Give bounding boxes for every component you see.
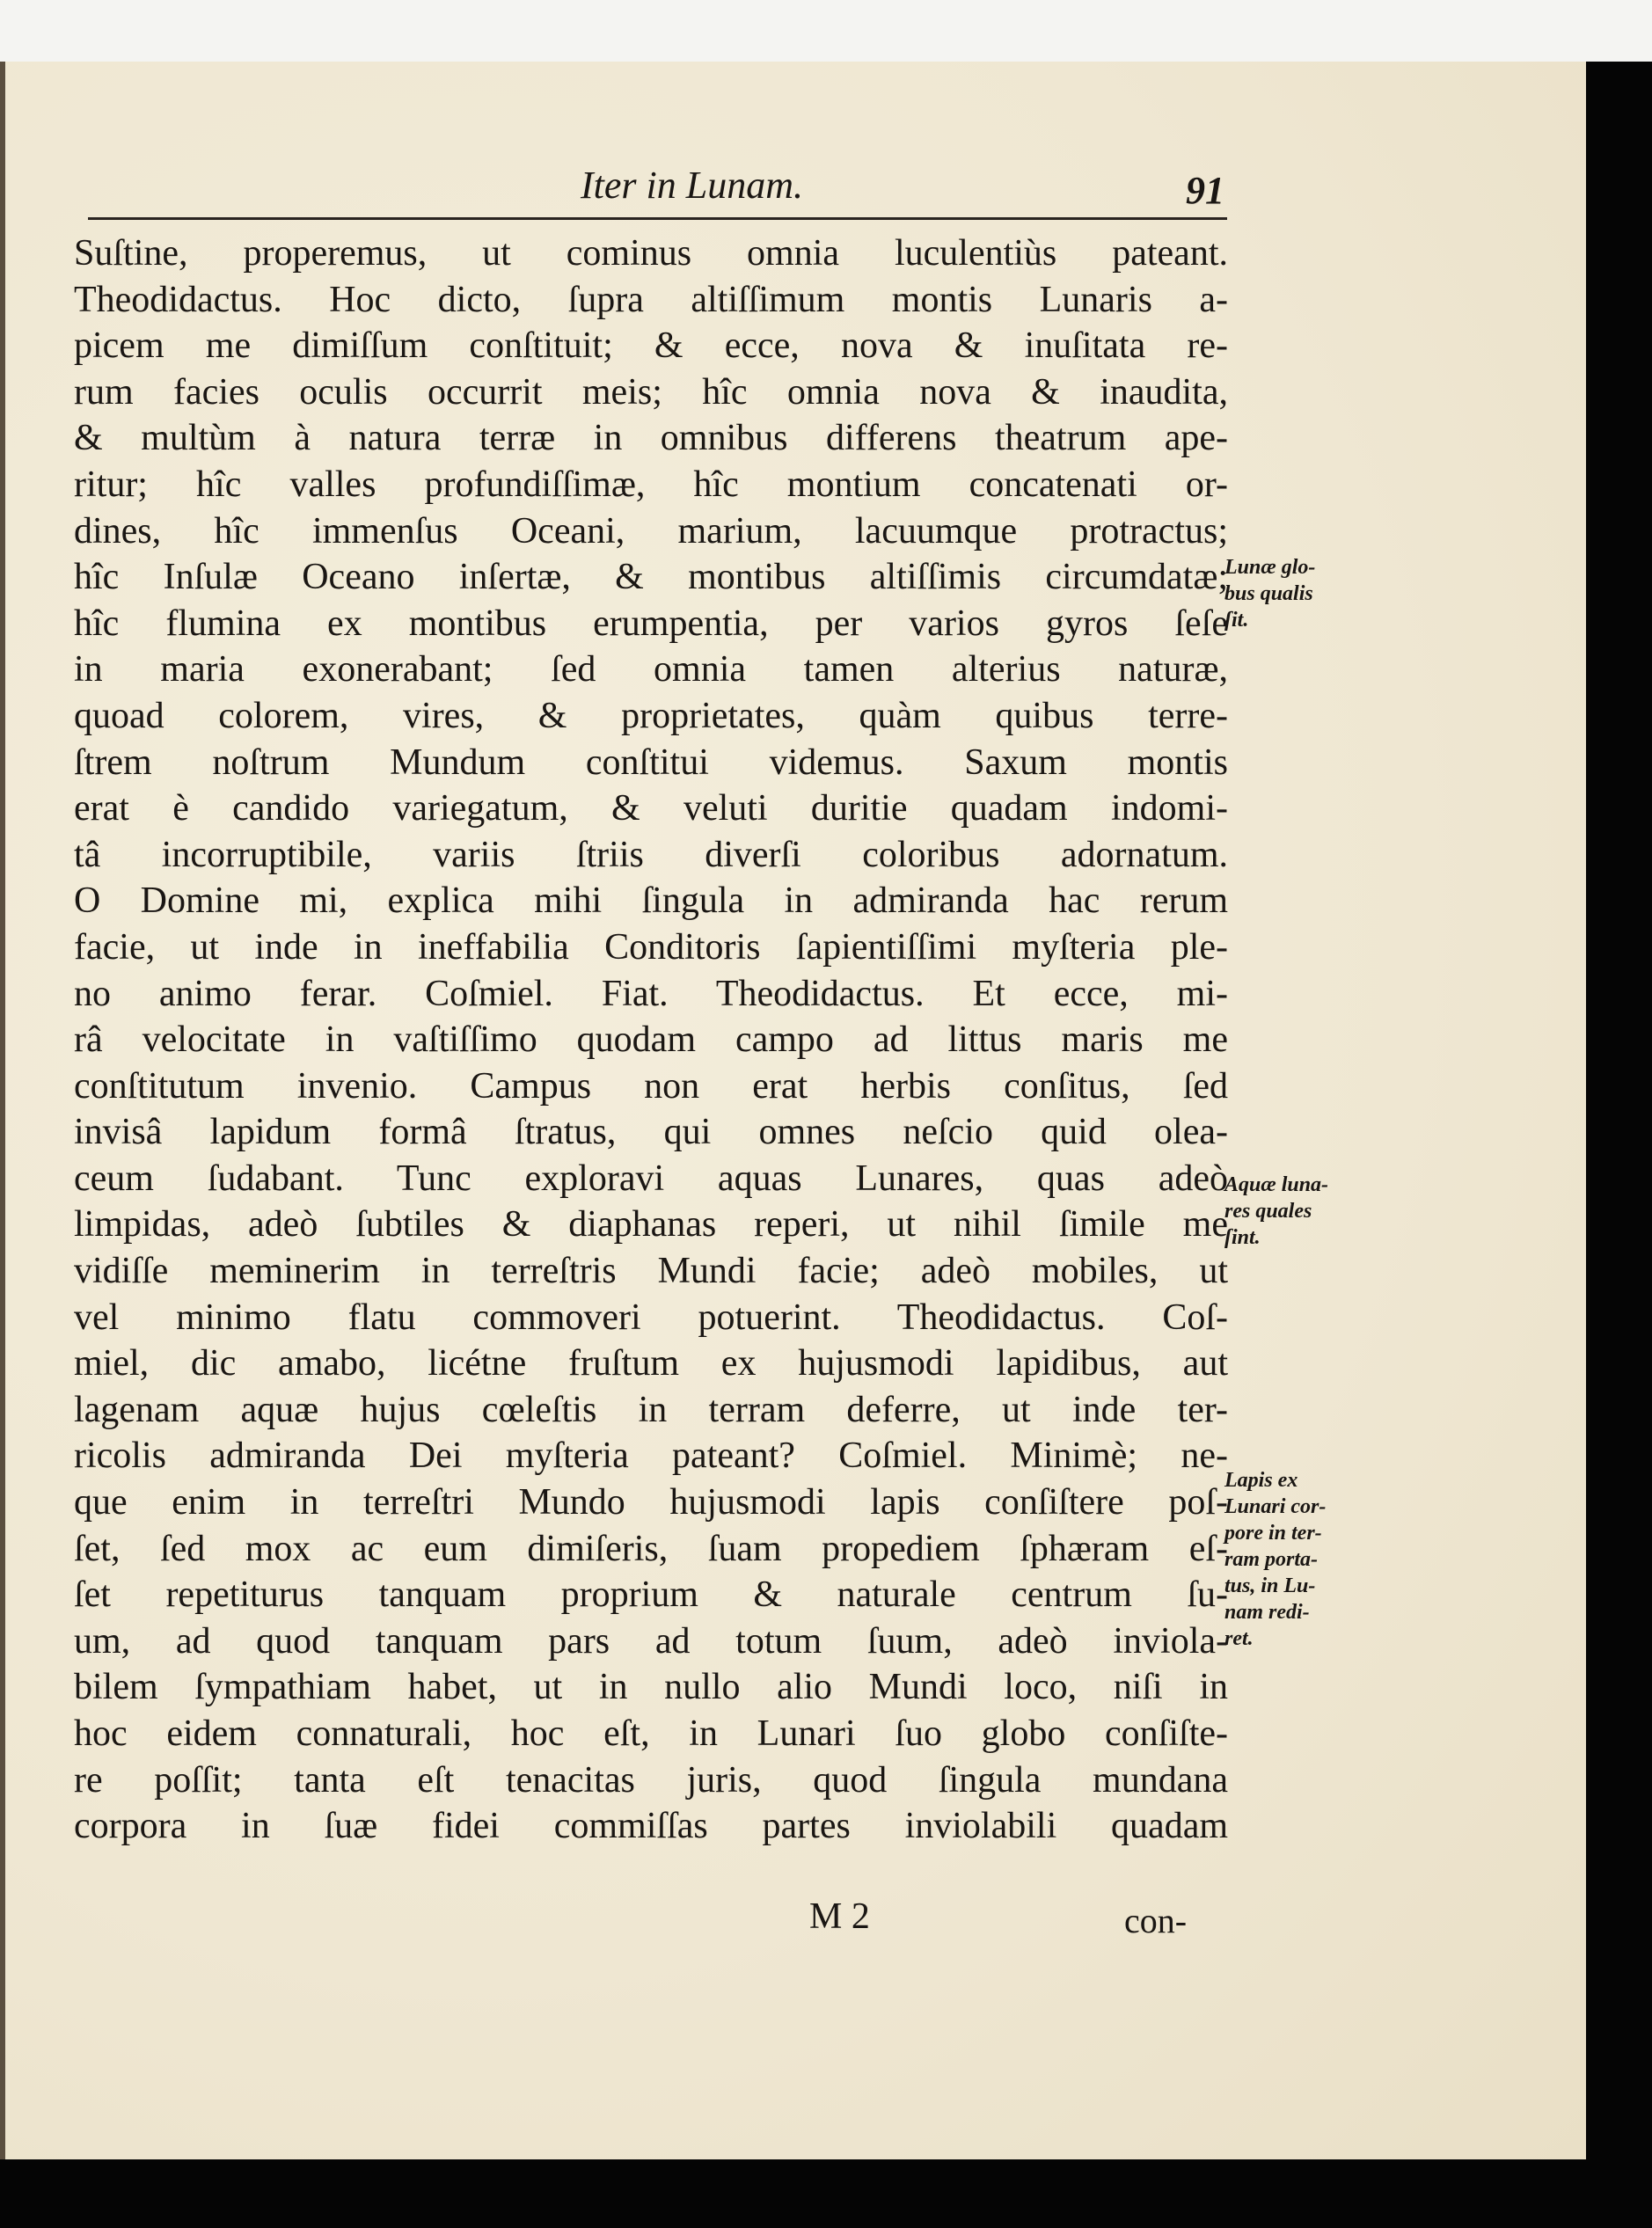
text-line: in maria exonerabant; ſed omnia tamen alterius naturæ,	[74, 649, 1228, 690]
text-line: corpora in ſuæ fidei commiſſas partes inviolabili quadam	[74, 1806, 1228, 1847]
text-line: um, ad quod tanquam pars ad totum ſuum, adeò inviola-	[74, 1620, 1228, 1662]
margin-note-lunar-stone	[1224, 1467, 1374, 1652]
text-line: Theodidactus. Hoc dicto, ſupra altiſſimum montis Lunaris a-	[74, 279, 1228, 320]
margin-note-lunar-waters	[1224, 1172, 1374, 1251]
page-gutter-edge	[0, 62, 5, 2159]
text-line: & multùm à natura terræ in omnibus differens theatrum ape-	[74, 418, 1228, 459]
catchword: con-	[1124, 1901, 1188, 1940]
text-line: rum facies oculis occurrit meis; hîc omnia nova & inaudita,	[74, 371, 1228, 413]
text-line: ceum ſudabant. Tunc exploravi aquas Lunares, quas adeò	[74, 1158, 1228, 1199]
text-line: vel minimo flatu commoveri potuerint. Theodidactus. Coſ-	[74, 1297, 1228, 1338]
text-line: Suſtine, properemus, ut cominus omnia luculentiùs pateant.	[74, 233, 1228, 274]
margin-note-line: ſint.	[1224, 1226, 1261, 1249]
text-line: picem me dimiſſum conſtituit; & ecce, nova & inuſitata re-	[74, 325, 1228, 367]
text-line: hîc flumina ex montibus erumpentia, per varios gyros ſeſe	[74, 603, 1228, 644]
running-title: Iter in Lunam.	[581, 164, 803, 207]
text-line: facie, ut inde in ineffabilia Conditoris ſapientiſſimi myſteria ple-	[74, 926, 1228, 968]
text-line: miel, dic amabo, licétne fruſtum ex hujusmodi lapidibus, aut	[74, 1343, 1228, 1384]
margin-note-line: pore in ter-	[1224, 1522, 1322, 1545]
margin-note-line: nam redi-	[1224, 1601, 1310, 1624]
text-line: re poſſit; tanta eſt tenacitas juris, quod ſingula mundana	[74, 1759, 1228, 1801]
text-line: limpidas, adeò ſubtiles & diaphanas reperi, ut nihil ſimile me	[74, 1204, 1228, 1245]
text-line: ſet, ſed mox ac eum dimiſeris, ſuam propediem ſphæram eſ-	[74, 1528, 1228, 1569]
text-line: tâ incorruptibile, variis ſtriis diverſi coloribus adornatum.	[74, 834, 1228, 875]
margin-note-line: ram porta-	[1224, 1548, 1319, 1571]
text-line: invisâ lapidum formâ ſtratus, qui omnes neſcio quid olea-	[74, 1112, 1228, 1153]
margin-note-line: res quales	[1224, 1200, 1312, 1223]
margin-note-moon-globe	[1224, 554, 1374, 633]
margin-note-line: bus qualis	[1224, 582, 1313, 605]
text-line: bilem ſympathiam habet, ut in nullo alio Mundi loco, niſi in	[74, 1667, 1228, 1708]
page-header	[88, 163, 1232, 211]
text-line: conſtitutum invenio. Campus non erat herbis conſitus, ſed	[74, 1065, 1228, 1107]
text-line: que enim in terreſtri Mundo hujusmodi lapis conſiſtere poſ-	[74, 1482, 1228, 1523]
text-line: no animo ferar. Coſmiel. Fiat. Theodidactus. Et ecce, mi-	[74, 973, 1228, 1014]
body-text	[74, 230, 1228, 1850]
scan-background-top	[0, 0, 1652, 62]
margin-note-line: ſit.	[1224, 609, 1249, 632]
text-line: ſet repetiturus tanquam proprium & naturale centrum ſu-	[74, 1574, 1228, 1616]
margin-note-line: Lunæ glo-	[1224, 556, 1316, 579]
text-line: hoc eidem connaturali, hoc eſt, in Lunari ſuo globo conſiſte-	[74, 1713, 1228, 1754]
page-number: 91	[1186, 169, 1224, 212]
header-rule	[88, 217, 1227, 220]
text-line: ſtrem noſtrum Mundum conſtitui videmus. Saxum montis	[74, 741, 1228, 783]
text-line: ritur; hîc valles profundiſſimæ, hîc montium concatenati or-	[74, 464, 1228, 505]
text-line: dines, hîc immenſus Oceani, marium, lacuumque protractus;	[74, 510, 1228, 552]
text-line: quoad colorem, vires, & proprietates, quàm quibus terre-	[74, 695, 1228, 736]
text-line: erat è candido variegatum, & veluti duritie quadam indomi-	[74, 788, 1228, 829]
margin-note-line: Lunari cor-	[1224, 1495, 1327, 1518]
margin-note-line: Lapis ex	[1224, 1469, 1298, 1492]
text-line: lagenam aquæ hujus cœleſtis in terram deferre, ut inde ter-	[74, 1389, 1228, 1430]
text-line: ricolis admiranda Dei myſteria pateant? Coſmiel. Minimè; ne-	[74, 1435, 1228, 1477]
margin-note-line: Aquæ luna-	[1224, 1173, 1329, 1196]
margin-note-line: tus, in Lu-	[1224, 1574, 1316, 1597]
text-line: hîc Inſulæ Oceano inſertæ, & montibus altiſſimis circumdatæ;	[74, 557, 1228, 598]
margin-note-line: ret.	[1224, 1627, 1254, 1650]
text-line: O Domine mi, explica mihi ſingula in admiranda hac rerum	[74, 880, 1228, 922]
text-line: vidiſſe meminerim in terreſtris Mundi facie; adeò mobiles, ut	[74, 1251, 1228, 1292]
signature-mark: M 2	[809, 1896, 870, 1937]
text-line: râ velocitate in vaſtiſſimo quodam campo ad littus maris me	[74, 1019, 1228, 1061]
